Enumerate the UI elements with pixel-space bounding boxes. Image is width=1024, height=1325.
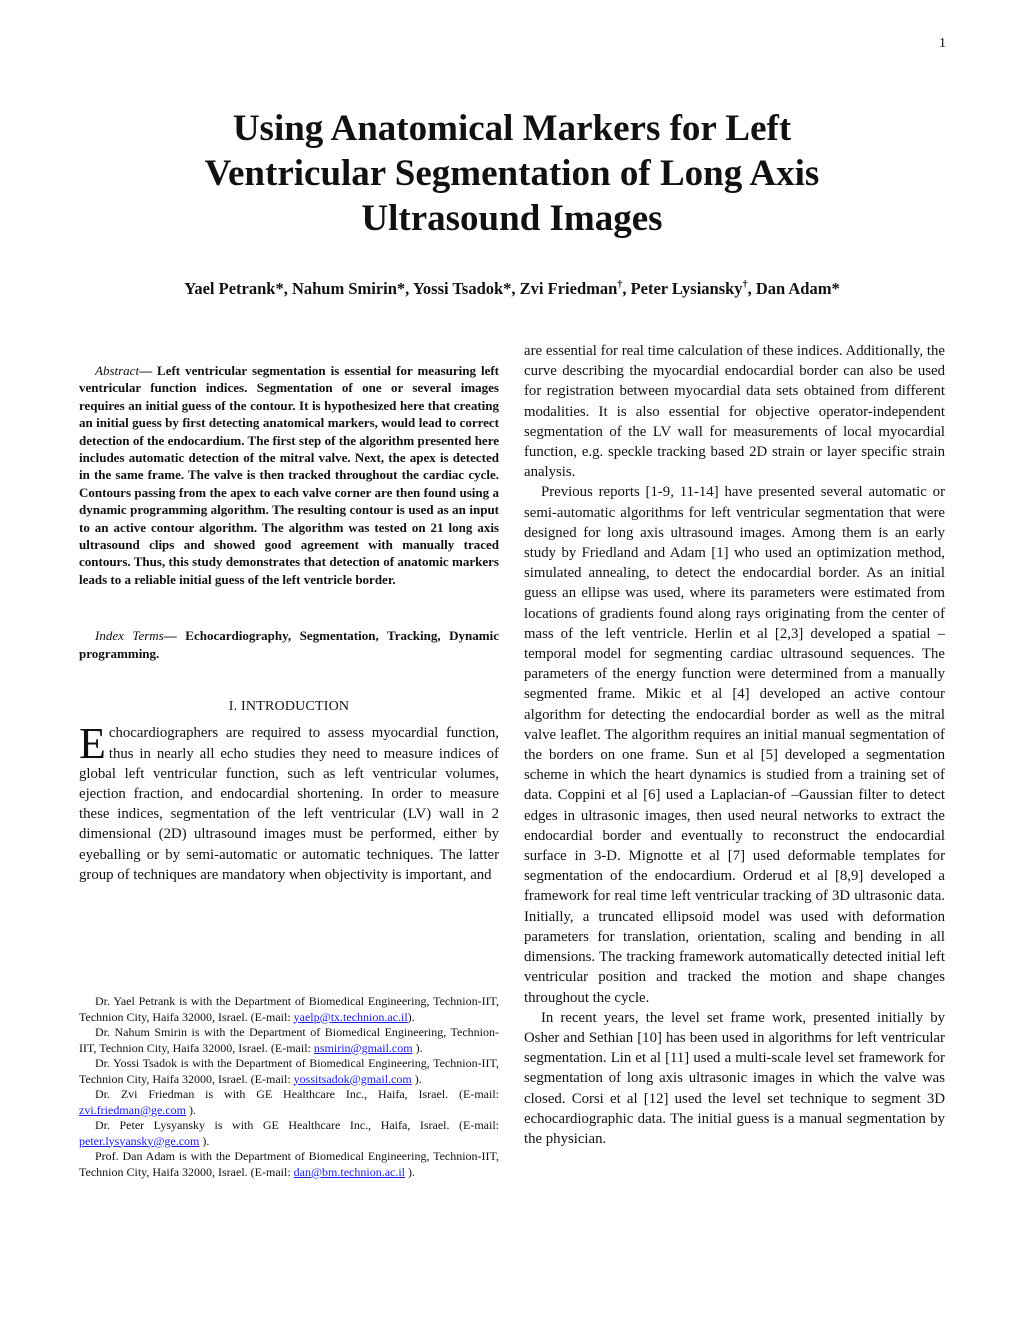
dagger-mark-2: † — [742, 279, 748, 291]
authors-part-2: , Peter Lysiansky — [622, 279, 743, 298]
footnote-suffix: ). — [411, 1071, 422, 1086]
abstract-text: Left ventricular segmentation is essential for measuring left ventricular function indices. Segmentation of one or several images requires an initial guess of the contour. It is hypothesized here that creating an initial guess by first detecting anatomical markers, would lead to correct detection of the endocardium. The first step of the algorithm presented here includes automatic detection of the mitral valve. Next, the apex is detected in the same frame. The valve is then tracked throughout the cardiac cycle. Contours passing from the apex to each valve corner are then found using a dynamic programming algorithm. The resulting contour is used as an input to an active contour algorithm. The algorithm was tested on 21 long axis ultrasound clips and showed good agreement with manually traced contours. Thus, this study demonstrates that detection of anatomic markers leads to a reliable initial guess of the left ventricle border. — [79, 363, 499, 587]
right-column — [524, 341, 945, 1149]
abstract-label: Abstract — [95, 363, 140, 378]
email-link[interactable]: yaelp@tx.technion.ac.il — [293, 1009, 408, 1024]
email-link[interactable]: yossitsadok@gmail.com — [293, 1071, 412, 1086]
footnote — [79, 1149, 499, 1180]
footnote — [79, 994, 499, 1025]
email-link[interactable]: dan@bm.technion.ac.il — [293, 1164, 406, 1179]
footnote-suffix: ). — [405, 1164, 416, 1179]
abstract — [79, 362, 499, 588]
authors-part-3: , Dan Adam* — [747, 279, 840, 298]
index-terms-dash: — — [163, 628, 177, 644]
title-line-3: Ultrasound Images — [361, 198, 663, 239]
section-heading-introduction — [79, 699, 499, 715]
footnote-text: Dr. Nahum Smirin is with the Department of Biomedical Engineering, Technion-IIT, Technion City, Haifa 32000, Israel. (E-mail: — [79, 1025, 499, 1055]
body-paragraph-3: In recent years, the level set frame work, presented initially by Osher and Sethian [10] has been used in algorithms for left ventricular segmentation. Lin et al [11] used a multi-scale level set framework for segmentation of long axis ultrasonic images in which the valve was closed. Corsi et al [12] used the level set technique to segment 3D echocardiographic data. The initial guess is a manual segmentation by the physician. — [524, 1009, 945, 1147]
section-title-rest: NTRODUCTION — [245, 699, 350, 715]
drop-cap: E — [79, 719, 106, 769]
footnote-suffix: ). — [407, 1009, 415, 1024]
intro-text: chocardiographers are required to assess myocardial function, thus in nearly all echo studies they need to measure indices of global left ventricular function, such as left ventricular volumes, ejection fraction, and endocardial shortening. In order to measure these indices, segmentation of the left ventricular (LV) wall in 2 dimensional (2D) ultrasound images must be performed, either by eyeballing or by semi-automatic or automatic techniques. The latter group of techniques are mandatory when objectivity is important, and — [79, 725, 499, 883]
footnote-text: Dr. Yossi Tsadok is with the Department of Biomedical Engineering, Technion-IIT, Technion City, Haifa 32000, Israel. (E-mail: — [79, 1056, 499, 1086]
author-footnotes — [79, 994, 499, 1180]
left-column — [79, 362, 499, 885]
footnote — [79, 1087, 499, 1118]
intro-paragraph — [79, 719, 499, 885]
authors-part-1: Yael Petrank*, Nahum Smirin*, Yossi Tsadok*, Zvi Friedman — [184, 279, 618, 298]
email-link[interactable]: zvi.friedman@ge.com — [79, 1102, 187, 1117]
abstract-dash: — — [139, 363, 153, 378]
author-list — [0, 279, 1024, 299]
title-line-1: Using Anatomical Markers for Left — [232, 108, 792, 149]
section-numeral: I. — [228, 699, 238, 715]
footnote-text: Dr. Yael Petrank is with the Department of Biomedical Engineering, Technion-IIT, Technion City, Haifa 32000, Israel. (E-mail: — [79, 994, 499, 1024]
page-number: 1 — [939, 36, 946, 51]
footnote-text: Dr. Zvi Friedman is with GE Healthcare Inc., Haifa, Israel. (E-mail: — [95, 1087, 499, 1101]
footnote-suffix: ). — [412, 1040, 423, 1055]
title-line-2: Ventricular Segmentation of Long Axis — [204, 153, 820, 194]
footnote-suffix: ). — [199, 1133, 210, 1148]
footnote-suffix: ). — [186, 1102, 197, 1117]
dagger-mark-1: † — [617, 279, 623, 291]
footnote — [79, 1025, 499, 1056]
footnote-text: Prof. Dan Adam is with the Department of Biomedical Engineering, Technion-IIT, Technion City, Haifa 32000, Israel. (E-mail: — [79, 1149, 499, 1179]
body-paragraph-2: Previous reports [1-9, 11-14] have presented several automatic or semi-automatic algorithms for left ventricular segmentation that were designed for long axis ultrasound images. Among them is an early study by Friedland and Adam [1] who used an optimization method, simulated annealing, to detect the endocardial border. As an initial guess an ellipse was used, where its parameters were estimated from locations of gradients found along rays originating from the center of mass of the left ventricle. Herlin et al [2,3] developed a spatial –temporal model for segmenting cardiac ultrasound sequences. The parameters of the energy function were determined from a manually segmented frame. Mikic et al [4] developed an active contour algorithm for detecting the endocardial border as well as the mitral valve leaflet. The algorithm requires an initial manual segmentation of the borders on one frame. Sun et al [5] developed a segmentation scheme in which the heart dynamics is studied from a training set of data. Coppini et al [6] used a Laplacian-of –Gaussian filter to detect edges in ultrasonic images, then used neural networks to extract the endocardial border and eventually to reconstruct the endocardial surface in 3-D. Mignotte et al [7] used deformable templates for segmentation of the endocardium. Orderud et al [8,9] developed a framework for real time left ventricular tracking of 3D ultrasonic data. Initially, a truncated ellipsoid model was used with deformation parameters for translation, orientation, scaling and bending in all dimensions. The tracking framework automatically detected initial left ventricular position and tracked the motion and shape changes throughout the cycle. — [524, 484, 945, 1006]
section-title-initial: I — [241, 699, 246, 715]
index-terms — [79, 627, 499, 662]
paper-title — [0, 106, 1024, 241]
index-terms-text: Echocardiography, Segmentation, Tracking, Dynamic programming. — [79, 628, 499, 661]
footnote — [79, 1056, 499, 1087]
body-paragraph-1: are essential for real time calculation of these indices. Additionally, the curve describing the myocardial endocardial border can also be used for registration between myocardial data sets obtained from different modalities. It is also essential for objective operator-independent segmentation of the LV wall for measurements of local myocardial function, e.g. speckle tracking based 2D strain or layer specific strain analysis. — [524, 343, 945, 481]
email-link[interactable]: peter.lysyansky@ge.com — [79, 1133, 200, 1148]
footnote — [79, 1118, 499, 1149]
email-link[interactable]: nsmirin@gmail.com — [313, 1040, 413, 1055]
index-terms-label: Index Terms — [95, 628, 164, 644]
footnote-text: Dr. Peter Lysyansky is with GE Healthcare Inc., Haifa, Israel. (E-mail: — [95, 1118, 499, 1132]
